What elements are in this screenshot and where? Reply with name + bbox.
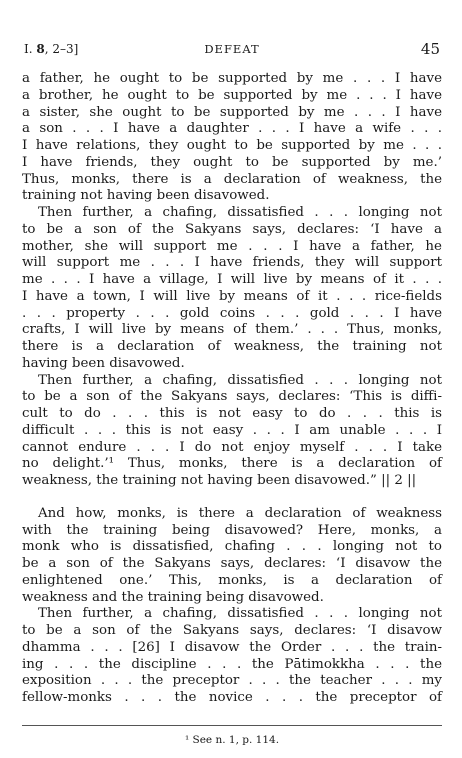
text-line: will support me . . . I have friends, they will support: [22, 255, 442, 271]
text-line: to be a son of the Sakyans says, declares: ‘I disavow: [22, 623, 442, 638]
text-line: cannot endure . . . I do not enjoy myself . . . I take: [22, 439, 442, 455]
text-line: I have a town, I will live by means of it . . . rice-fields: [22, 288, 442, 304]
text-line: be a son of the Sakyans says, declares: ‘I disavow the: [22, 556, 442, 571]
text-line: weakness, the training not having been disavowed.” || 2 ||: [22, 473, 417, 488]
text-line: difficult . . . this is not easy . . . I am unable . . . I: [22, 422, 442, 438]
text-line: I have friends, they ought to be supported by me.’: [22, 154, 442, 170]
book-page: [22, 28, 442, 746]
text-line: me . . . I have a village, I will live by means of it . . .: [22, 272, 442, 287]
paragraph-gap: [22, 490, 442, 506]
text-line: mother, she will support me . . . I have a father, he: [22, 238, 442, 254]
text-line: fellow-monks . . . the novice . . . the preceptor of: [22, 690, 442, 705]
text-line: . . . property . . . gold coins . . . gold . . . I have: [22, 305, 442, 321]
footnote-rule: [22, 725, 442, 726]
running-title: DEFEAT: [204, 42, 260, 56]
text-line: training not having been disavowed.: [22, 188, 270, 204]
text-line: enlightened one.’ This, monks, is a declaration of: [22, 572, 442, 588]
text-line: cult to do . . . this is not easy to do . . . this is: [22, 406, 442, 421]
text-line: ing . . . the discipline . . . the Pātimokkha . . . the: [22, 656, 442, 672]
page-number: 45: [420, 40, 440, 58]
text-line: exposition . . . the preceptor . . . the teacher . . . my: [22, 673, 442, 689]
text-line: And how, monks, is there a declaration of weakness: [38, 505, 442, 521]
text-line: having been disavowed.: [22, 355, 185, 371]
section-reference: I. 8, 2–3]: [24, 42, 79, 56]
text-line: to be a son of the Sakyans says, declares: ‘This is diffi-: [22, 389, 442, 405]
text-line: crafts, I will live by means of them.’ . . . Thus, monks,: [22, 322, 442, 338]
text-line: Then further, a chafing, dissatisfied . . . longing not: [38, 606, 442, 622]
body-text: [22, 71, 442, 707]
text-line: a brother, he ought to be supported by me . . . I have: [22, 87, 442, 103]
text-line: with the training being disavowed? Here, monks, a: [22, 522, 442, 538]
text-line: monk who is dissatisfied, chafing . . . longing not to: [22, 539, 442, 555]
text-line: Then further, a chafing, dissatisfied . . . longing not: [38, 205, 442, 220]
running-header: [22, 28, 442, 58]
text-line: a father, he ought to be supported by me . . . I have: [22, 71, 442, 86]
text-line: a sister, she ought to be supported by me . . . I have: [22, 104, 442, 120]
text-line: no delight.’¹ Thus, monks, there is a declaration of: [22, 456, 442, 472]
text-line: to be a son of the Sakyans says, declares: ‘I have a: [22, 221, 442, 237]
text-line: weakness and the training being disavowed.: [22, 589, 324, 605]
footnote: ¹ See n. 1, p. 114.: [184, 734, 280, 746]
text-line: Then further, a chafing, dissatisfied . . . longing not: [38, 372, 442, 388]
text-line: Thus, monks, there is a declaration of weakness, the: [22, 171, 442, 187]
text-line: a son . . . I have a daughter . . . I have a wife . . .: [22, 121, 442, 137]
text-line: there is a declaration of weakness, the training not: [22, 339, 442, 354]
text-line: I have relations, they ought to be supported by me . . .: [22, 138, 442, 153]
text-line: dhamma . . . [26] I disavow the Order . . . the train-: [22, 639, 442, 655]
